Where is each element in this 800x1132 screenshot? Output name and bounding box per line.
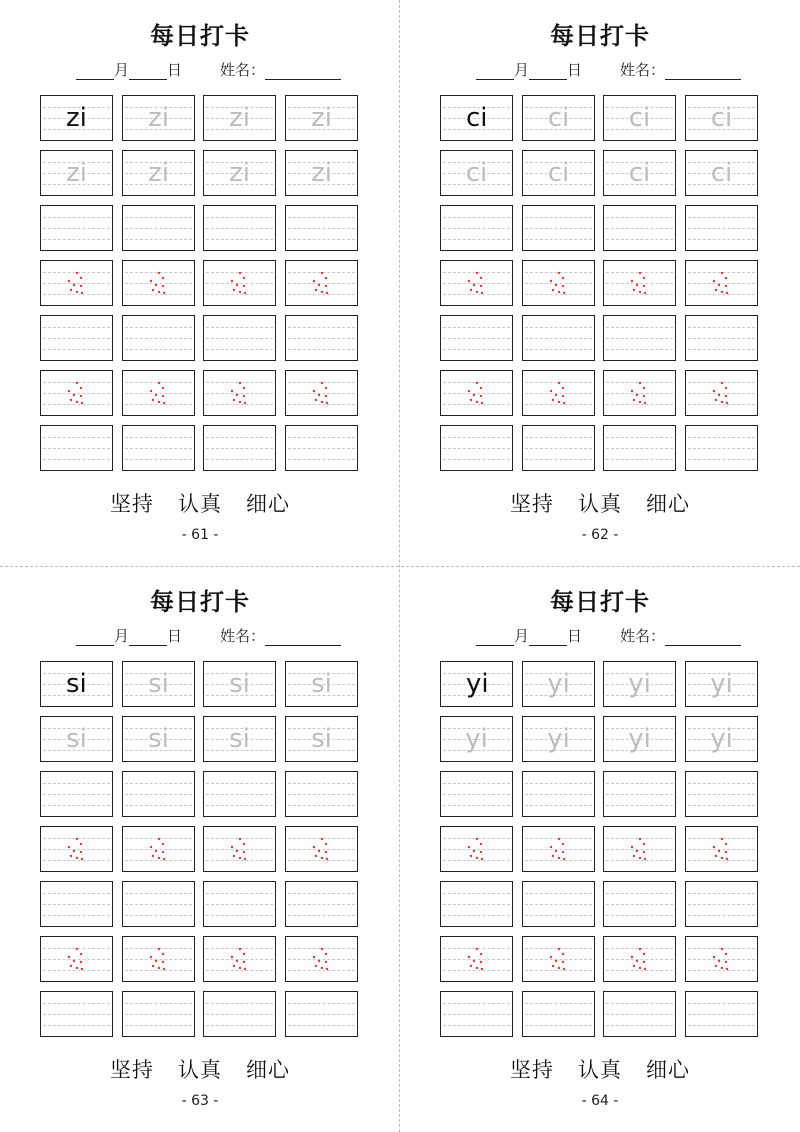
writing-cell[interactable] xyxy=(440,991,513,1037)
dot-trace-guide xyxy=(123,371,196,417)
dot-trace-guide xyxy=(523,937,596,983)
writing-cell[interactable] xyxy=(122,260,195,306)
name-blank xyxy=(265,62,341,80)
writing-cell[interactable] xyxy=(203,205,276,251)
dot-trace-guide xyxy=(523,261,596,307)
writing-cell[interactable] xyxy=(203,991,276,1037)
page-title: 每日打卡 xyxy=(550,588,650,616)
date-name-line xyxy=(476,59,776,81)
dot-trace-guide xyxy=(123,827,196,873)
worksheet-page-2 xyxy=(400,0,800,566)
motto-word: 细心 xyxy=(646,492,690,516)
writing-cell[interactable] xyxy=(603,315,676,361)
writing-cell[interactable] xyxy=(603,150,676,196)
worksheet-page-1 xyxy=(0,0,400,566)
motto-word: 坚持 xyxy=(510,492,554,516)
date-name-line xyxy=(476,625,776,647)
month-label: 月 xyxy=(114,61,130,79)
writing-cell[interactable] xyxy=(522,260,595,306)
trace-syllable: si xyxy=(66,724,87,754)
name-label: 姓名： xyxy=(220,61,266,79)
writing-cell[interactable] xyxy=(122,370,195,416)
trace-syllable: yi xyxy=(628,724,651,754)
dot-trace-guide xyxy=(523,371,596,417)
trace-syllable: ci xyxy=(710,158,733,188)
writing-cell[interactable] xyxy=(203,661,276,707)
writing-cell[interactable] xyxy=(122,716,195,762)
writing-cell[interactable] xyxy=(522,936,595,982)
dot-trace-guide xyxy=(204,827,277,873)
writing-cell[interactable] xyxy=(285,661,358,707)
writing-cell[interactable] xyxy=(285,260,358,306)
writing-grid xyxy=(440,661,760,1037)
dot-trace-guide xyxy=(41,827,114,873)
month-label: 月 xyxy=(514,627,530,645)
motto-word: 细心 xyxy=(246,492,290,516)
writing-cell[interactable] xyxy=(603,425,676,471)
writing-cell[interactable] xyxy=(285,716,358,762)
writing-cell[interactable] xyxy=(522,370,595,416)
writing-cell[interactable] xyxy=(522,771,595,817)
trace-syllable: zi xyxy=(311,103,332,133)
writing-cell[interactable] xyxy=(122,205,195,251)
dot-trace-guide xyxy=(604,261,677,307)
writing-cell[interactable] xyxy=(522,425,595,471)
name-blank xyxy=(265,628,341,646)
writing-cell[interactable] xyxy=(440,771,513,817)
writing-cell[interactable] xyxy=(40,991,113,1037)
writing-cell[interactable] xyxy=(122,771,195,817)
dot-trace-guide xyxy=(441,827,514,873)
writing-cell[interactable] xyxy=(285,991,358,1037)
trace-syllable: zi xyxy=(66,158,87,188)
trace-syllable: zi xyxy=(311,158,332,188)
writing-cell[interactable] xyxy=(603,881,676,927)
dot-trace-guide xyxy=(441,261,514,307)
month-blank xyxy=(476,62,514,80)
writing-cell[interactable] xyxy=(285,425,358,471)
dot-trace-guide xyxy=(204,371,277,417)
trace-syllable: si xyxy=(311,669,332,699)
motto-word: 细心 xyxy=(646,1058,690,1082)
page-number: - 63 - xyxy=(181,1093,219,1109)
writing-cell[interactable] xyxy=(685,716,758,762)
writing-cell[interactable] xyxy=(203,150,276,196)
dot-trace-guide xyxy=(686,937,759,983)
month-blank xyxy=(76,62,114,80)
writing-cell[interactable] xyxy=(685,260,758,306)
writing-cell[interactable] xyxy=(285,370,358,416)
writing-cell[interactable] xyxy=(440,716,513,762)
motto-word: 认真 xyxy=(578,492,622,516)
writing-cell[interactable] xyxy=(203,716,276,762)
writing-cell[interactable] xyxy=(603,370,676,416)
writing-cell[interactable] xyxy=(122,425,195,471)
writing-cell[interactable] xyxy=(122,95,195,141)
model-syllable: yi xyxy=(466,669,489,699)
writing-cell[interactable] xyxy=(40,150,113,196)
trace-syllable: zi xyxy=(148,103,169,133)
worksheet-page-4 xyxy=(400,566,800,1132)
writing-cell[interactable] xyxy=(603,716,676,762)
trace-syllable: ci xyxy=(547,158,570,188)
writing-cell[interactable] xyxy=(685,425,758,471)
day-label: 日 xyxy=(567,61,583,79)
writing-cell[interactable] xyxy=(685,771,758,817)
dot-trace-guide xyxy=(204,261,277,307)
writing-cell[interactable] xyxy=(40,881,113,927)
writing-cell[interactable] xyxy=(122,936,195,982)
writing-cell[interactable] xyxy=(285,150,358,196)
writing-cell[interactable] xyxy=(122,150,195,196)
date-name-line xyxy=(76,59,376,81)
writing-cell[interactable] xyxy=(685,826,758,872)
model-syllable: ci xyxy=(466,103,488,133)
dot-trace-guide xyxy=(523,827,596,873)
writing-cell[interactable] xyxy=(685,150,758,196)
motto-word: 认真 xyxy=(178,492,222,516)
dot-trace-guide xyxy=(286,261,359,307)
motto-word: 认真 xyxy=(178,1058,222,1082)
writing-grid xyxy=(40,661,360,1037)
dot-trace-guide xyxy=(123,261,196,307)
writing-cell[interactable] xyxy=(203,315,276,361)
name-label: 姓名： xyxy=(620,627,666,645)
trace-syllable: zi xyxy=(148,158,169,188)
dot-trace-guide xyxy=(441,937,514,983)
motto xyxy=(400,1054,800,1084)
dot-trace-guide xyxy=(441,371,514,417)
date-name-line xyxy=(76,625,376,647)
writing-cell[interactable] xyxy=(440,936,513,982)
day-blank xyxy=(129,628,167,646)
page-title: 每日打卡 xyxy=(150,22,250,50)
writing-cell[interactable] xyxy=(40,205,113,251)
trace-syllable: si xyxy=(148,724,169,754)
dot-trace-guide xyxy=(604,371,677,417)
writing-cell[interactable] xyxy=(40,661,113,707)
writing-cell[interactable] xyxy=(285,771,358,817)
writing-cell[interactable] xyxy=(203,881,276,927)
page-title: 每日打卡 xyxy=(550,22,650,50)
writing-cell[interactable] xyxy=(440,661,513,707)
writing-cell[interactable] xyxy=(122,826,195,872)
writing-cell[interactable] xyxy=(603,205,676,251)
motto-word: 坚持 xyxy=(110,492,154,516)
motto-word: 认真 xyxy=(578,1058,622,1082)
writing-cell[interactable] xyxy=(522,661,595,707)
day-blank xyxy=(129,62,167,80)
writing-cell[interactable] xyxy=(122,881,195,927)
writing-cell[interactable] xyxy=(40,95,113,141)
writing-cell[interactable] xyxy=(685,315,758,361)
writing-cell[interactable] xyxy=(40,826,113,872)
writing-cell[interactable] xyxy=(203,370,276,416)
writing-cell[interactable] xyxy=(603,991,676,1037)
dot-trace-guide xyxy=(41,371,114,417)
month-label: 月 xyxy=(114,627,130,645)
dot-trace-guide xyxy=(604,827,677,873)
writing-cell[interactable] xyxy=(440,260,513,306)
motto xyxy=(0,488,400,518)
trace-syllable: yi xyxy=(547,724,570,754)
dot-trace-guide xyxy=(123,937,196,983)
writing-cell[interactable] xyxy=(285,936,358,982)
writing-cell[interactable] xyxy=(122,991,195,1037)
writing-cell[interactable] xyxy=(40,936,113,982)
month-blank xyxy=(476,628,514,646)
trace-syllable: si xyxy=(311,724,332,754)
trace-syllable: ci xyxy=(710,103,733,133)
writing-cell[interactable] xyxy=(522,150,595,196)
page-number: - 62 - xyxy=(581,527,619,543)
name-label: 姓名： xyxy=(620,61,666,79)
page-title: 每日打卡 xyxy=(150,588,250,616)
writing-cell[interactable] xyxy=(685,936,758,982)
writing-cell[interactable] xyxy=(603,661,676,707)
writing-grid xyxy=(440,95,760,471)
trace-syllable: ci xyxy=(547,103,570,133)
writing-cell[interactable] xyxy=(440,95,513,141)
trace-syllable: ci xyxy=(465,158,488,188)
trace-syllable: yi xyxy=(710,669,733,699)
writing-cell[interactable] xyxy=(440,425,513,471)
writing-cell[interactable] xyxy=(522,991,595,1037)
writing-cell[interactable] xyxy=(603,95,676,141)
writing-cell[interactable] xyxy=(40,716,113,762)
model-syllable: si xyxy=(66,669,87,699)
day-label: 日 xyxy=(567,627,583,645)
writing-cell[interactable] xyxy=(122,315,195,361)
name-blank xyxy=(665,62,741,80)
dot-trace-guide xyxy=(286,827,359,873)
day-label: 日 xyxy=(167,627,183,645)
writing-cell[interactable] xyxy=(203,95,276,141)
day-label: 日 xyxy=(167,61,183,79)
writing-cell[interactable] xyxy=(522,205,595,251)
motto-word: 坚持 xyxy=(110,1058,154,1082)
month-blank xyxy=(76,628,114,646)
dot-trace-guide xyxy=(686,827,759,873)
writing-cell[interactable] xyxy=(440,826,513,872)
writing-cell[interactable] xyxy=(522,315,595,361)
writing-cell[interactable] xyxy=(685,881,758,927)
motto-word: 细心 xyxy=(246,1058,290,1082)
writing-cell[interactable] xyxy=(285,315,358,361)
writing-cell[interactable] xyxy=(685,661,758,707)
writing-cell[interactable] xyxy=(40,425,113,471)
dot-trace-guide xyxy=(686,261,759,307)
dot-trace-guide xyxy=(604,937,677,983)
writing-cell[interactable] xyxy=(285,95,358,141)
writing-cell[interactable] xyxy=(522,826,595,872)
writing-cell[interactable] xyxy=(440,150,513,196)
trace-syllable: ci xyxy=(628,103,651,133)
month-label: 月 xyxy=(514,61,530,79)
day-blank xyxy=(529,628,567,646)
writing-cell[interactable] xyxy=(440,881,513,927)
writing-cell[interactable] xyxy=(603,826,676,872)
trace-syllable: si xyxy=(229,669,250,699)
trace-syllable: ci xyxy=(628,158,651,188)
writing-cell[interactable] xyxy=(40,370,113,416)
writing-cell[interactable] xyxy=(685,991,758,1037)
worksheet-page-3 xyxy=(0,566,400,1132)
writing-cell[interactable] xyxy=(685,370,758,416)
trace-syllable: yi xyxy=(547,669,570,699)
writing-cell[interactable] xyxy=(685,95,758,141)
writing-cell[interactable] xyxy=(685,205,758,251)
model-syllable: zi xyxy=(66,103,87,133)
dot-trace-guide xyxy=(686,371,759,417)
motto xyxy=(400,488,800,518)
writing-cell[interactable] xyxy=(285,205,358,251)
writing-cell[interactable] xyxy=(203,826,276,872)
dot-trace-guide xyxy=(286,937,359,983)
writing-cell[interactable] xyxy=(203,260,276,306)
writing-cell[interactable] xyxy=(40,315,113,361)
writing-cell[interactable] xyxy=(522,881,595,927)
writing-cell[interactable] xyxy=(122,661,195,707)
trace-syllable: si xyxy=(148,669,169,699)
writing-cell[interactable] xyxy=(522,716,595,762)
writing-cell[interactable] xyxy=(440,370,513,416)
writing-cell[interactable] xyxy=(40,260,113,306)
trace-syllable: zi xyxy=(229,103,250,133)
writing-cell[interactable] xyxy=(440,315,513,361)
writing-cell[interactable] xyxy=(285,881,358,927)
trace-syllable: yi xyxy=(628,669,651,699)
writing-cell[interactable] xyxy=(440,205,513,251)
name-blank xyxy=(665,628,741,646)
writing-cell[interactable] xyxy=(203,771,276,817)
writing-cell[interactable] xyxy=(603,771,676,817)
trace-syllable: yi xyxy=(710,724,733,754)
dot-trace-guide xyxy=(41,261,114,307)
page-number: - 61 - xyxy=(181,527,219,543)
trace-syllable: si xyxy=(229,724,250,754)
writing-cell[interactable] xyxy=(522,95,595,141)
motto-word: 坚持 xyxy=(510,1058,554,1082)
dot-trace-guide xyxy=(41,937,114,983)
writing-cell[interactable] xyxy=(603,260,676,306)
writing-grid xyxy=(40,95,360,471)
writing-cell[interactable] xyxy=(203,936,276,982)
trace-syllable: yi xyxy=(465,724,488,754)
day-blank xyxy=(529,62,567,80)
dot-trace-guide xyxy=(286,371,359,417)
writing-cell[interactable] xyxy=(40,771,113,817)
writing-cell[interactable] xyxy=(203,425,276,471)
writing-cell[interactable] xyxy=(285,826,358,872)
motto xyxy=(0,1054,400,1084)
name-label: 姓名： xyxy=(220,627,266,645)
dot-trace-guide xyxy=(204,937,277,983)
writing-cell[interactable] xyxy=(603,936,676,982)
trace-syllable: zi xyxy=(229,158,250,188)
page-number: - 64 - xyxy=(581,1093,619,1109)
